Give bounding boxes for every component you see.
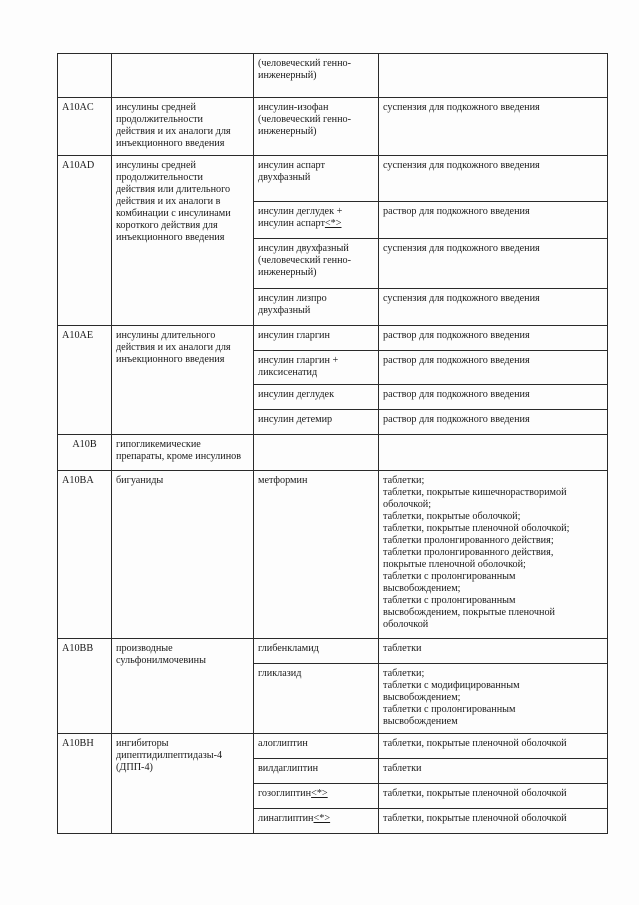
drug-name-cell — [254, 156, 379, 202]
text-line — [383, 355, 604, 367]
text-line — [258, 763, 375, 775]
line-text: линаглиптин — [258, 813, 314, 824]
text-line — [258, 293, 375, 305]
text-line — [116, 208, 250, 220]
line-text: таблетки; — [383, 668, 425, 679]
drug-name-cell — [254, 734, 379, 759]
line-text: высвобождением; — [383, 583, 461, 594]
table-body — [58, 54, 608, 834]
text-line — [258, 643, 375, 655]
dosage-form-cell — [379, 759, 608, 784]
table-row — [58, 435, 608, 471]
line-text: сульфонилмочевины — [116, 655, 206, 666]
line-text: высвобождением; — [383, 692, 461, 703]
dosage-form-cell — [379, 351, 608, 385]
line-text: раствор для подкожного введения — [383, 414, 530, 425]
text-line — [383, 788, 604, 800]
line-text: метформин — [258, 475, 308, 486]
text-line — [116, 762, 250, 774]
drug-name-cell — [254, 435, 379, 471]
atc-code-cell: A10BA — [58, 471, 112, 639]
line-text: таблетки, покрытые пленочной оболочкой — [383, 813, 567, 824]
line-text: двухфазный — [258, 172, 311, 183]
table-row — [58, 54, 608, 98]
line-text: инженерный) — [258, 126, 317, 137]
table-row — [58, 326, 608, 351]
text-line — [383, 523, 604, 535]
line-text: суспензия для подкожного введения — [383, 102, 540, 113]
line-text: инсулин деглудек — [258, 389, 335, 400]
dosage-form-cell — [379, 410, 608, 435]
text-line — [258, 389, 375, 401]
text-line — [116, 220, 250, 232]
line-text: таблетки; — [383, 475, 425, 486]
line-text: действия и их аналоги для — [116, 342, 231, 353]
line-text: производные — [116, 643, 173, 654]
text-line — [383, 738, 604, 750]
text-line — [258, 367, 375, 379]
text-line — [383, 559, 604, 571]
text-line — [383, 692, 604, 704]
line-text: суспензия для подкожного введения — [383, 160, 540, 171]
text-line — [258, 267, 375, 279]
drug-name-cell — [254, 410, 379, 435]
dosage-form-cell — [379, 326, 608, 351]
text-line — [258, 102, 375, 114]
text-line — [116, 126, 250, 138]
line-text: таблетки, покрытые кишечнорастворимой — [383, 487, 567, 498]
dosage-form-cell — [379, 239, 608, 289]
drug-name-cell — [254, 289, 379, 326]
line-text: таблетки с модифицированным — [383, 680, 520, 691]
text-line — [383, 160, 604, 172]
line-text: инъекционного введения — [116, 138, 225, 149]
line-text: таблетки с пролонгированным — [383, 595, 516, 606]
line-text: таблетки с пролонгированным — [383, 571, 516, 582]
table-row — [58, 98, 608, 156]
anatomical-group-cell — [112, 639, 254, 734]
footnote-link[interactable]: <*> — [311, 788, 328, 799]
line-text: суспензия для подкожного введения — [383, 293, 540, 304]
text-line — [116, 184, 250, 196]
line-text: таблетки с пролонгированным — [383, 704, 516, 715]
text-line — [383, 763, 604, 775]
text-line — [383, 571, 604, 583]
line-text: ликсисенатид — [258, 367, 318, 378]
footnote-link[interactable]: <*> — [313, 813, 331, 824]
line-text: (человеческий генно- — [258, 255, 352, 266]
text-line — [383, 511, 604, 523]
line-text: высвобождением, покрытые пленочной — [383, 607, 556, 618]
atc-code-cell — [58, 54, 112, 98]
line-text: инсулин аспарт — [258, 160, 325, 171]
line-text: инъекционного введения — [116, 232, 225, 243]
text-line — [116, 196, 250, 208]
line-text: инсулины средней — [116, 160, 196, 171]
dosage-form-cell — [379, 98, 608, 156]
line-text: инженерный) — [258, 70, 317, 81]
atc-code-cell: A10AD — [58, 156, 112, 326]
text-line — [116, 354, 250, 366]
line-text: (ДПП-4) — [116, 762, 153, 773]
line-text: инженерный) — [258, 267, 317, 278]
text-line — [383, 389, 604, 401]
text-line — [116, 342, 250, 354]
anatomical-group-cell — [112, 326, 254, 435]
line-text: инсулин двухфазный — [258, 243, 349, 254]
dosage-form-cell — [379, 156, 608, 202]
line-text: алоглиптин — [258, 738, 308, 749]
dosage-form-cell — [379, 54, 608, 98]
drug-name-cell — [254, 239, 379, 289]
anatomical-group-cell — [112, 435, 254, 471]
atc-code-cell: A10BH — [58, 734, 112, 834]
text-line — [258, 305, 375, 317]
text-line — [116, 330, 250, 342]
text-line — [383, 583, 604, 595]
line-text: вилдаглиптин — [258, 763, 319, 774]
line-text: дипептидилпептидазы-4 — [116, 750, 223, 761]
text-line — [383, 535, 604, 547]
text-line — [258, 243, 375, 255]
text-line — [116, 475, 250, 487]
dosage-form-cell — [379, 784, 608, 809]
line-text: инсулин деглудек + — [258, 206, 343, 217]
text-line — [383, 475, 604, 487]
dosage-form-cell — [379, 664, 608, 734]
line-text: таблетки пролонгированного действия; — [383, 535, 554, 546]
text-line — [116, 102, 250, 114]
dosage-form-cell — [379, 202, 608, 239]
drug-name-cell — [254, 385, 379, 410]
atc-code-cell: A10AC — [58, 98, 112, 156]
line-text: (человеческий генно- — [258, 58, 352, 69]
dosage-form-cell — [379, 385, 608, 410]
text-line — [116, 451, 250, 463]
line-text: ингибиторы — [116, 738, 169, 749]
drug-name-cell — [254, 664, 379, 734]
line-text: инсулин лизпро — [258, 293, 327, 304]
text-line — [258, 160, 375, 172]
drug-name-cell — [254, 784, 379, 809]
line-text: инсулин гларгин — [258, 330, 330, 341]
line-text: таблетки, покрытые пленочной оболочкой — [383, 788, 567, 799]
text-line — [258, 218, 375, 230]
text-line — [116, 138, 250, 150]
text-line — [258, 70, 375, 82]
text-line — [383, 716, 604, 728]
line-text: инсулин аспарт — [258, 218, 325, 229]
text-line — [383, 547, 604, 559]
text-line — [383, 206, 604, 218]
anatomical-group-cell — [112, 98, 254, 156]
line-text: таблетки, покрытые пленочной оболочкой; — [383, 523, 570, 534]
text-line — [383, 595, 604, 607]
text-line — [258, 788, 375, 800]
line-text: оболочкой — [383, 619, 429, 630]
line-text: таблетки, покрытые оболочкой; — [383, 511, 521, 522]
text-line — [383, 414, 604, 426]
text-line — [258, 206, 375, 218]
anatomical-group-cell — [112, 471, 254, 639]
line-text: гозоглиптин — [258, 788, 312, 799]
drug-list-table — [57, 53, 608, 834]
text-line — [383, 487, 604, 499]
text-line — [258, 126, 375, 138]
line-text: инсулин детемир — [258, 414, 333, 425]
line-text: гипогликемические — [116, 439, 201, 450]
text-line — [116, 232, 250, 244]
text-line — [258, 414, 375, 426]
text-line — [383, 680, 604, 692]
dosage-form-cell — [379, 809, 608, 834]
text-line — [383, 243, 604, 255]
line-text: действия и их аналоги в — [116, 196, 221, 207]
text-line — [116, 160, 250, 172]
line-text: раствор для подкожного введения — [383, 389, 530, 400]
drug-name-cell — [254, 759, 379, 784]
text-line — [258, 255, 375, 267]
line-text: покрытые пленочной оболочкой; — [383, 559, 526, 570]
text-line — [383, 643, 604, 655]
drug-name-cell — [254, 639, 379, 664]
drug-name-cell — [254, 54, 379, 98]
table-row — [58, 471, 608, 639]
text-line — [258, 172, 375, 184]
line-text: раствор для подкожного введения — [383, 206, 530, 217]
atc-code-cell: A10AE — [58, 326, 112, 435]
anatomical-group-cell — [112, 734, 254, 834]
line-text: инсулин-изофан — [258, 102, 329, 113]
text-line — [116, 643, 250, 655]
text-line — [116, 172, 250, 184]
text-line — [258, 58, 375, 70]
text-line — [116, 439, 250, 451]
line-text: комбинации с инсулинами — [116, 208, 231, 219]
line-text: действия и их аналоги для — [116, 126, 231, 137]
text-line — [116, 655, 250, 667]
dosage-form-cell — [379, 435, 608, 471]
line-text: препараты, кроме инсулинов — [116, 451, 242, 462]
text-line — [383, 668, 604, 680]
line-text: инъекционного введения — [116, 354, 225, 365]
line-text: инсулины средней — [116, 102, 196, 113]
text-line — [258, 114, 375, 126]
text-line — [258, 475, 375, 487]
text-line — [383, 293, 604, 305]
dosage-form-cell — [379, 471, 608, 639]
text-line — [383, 102, 604, 114]
text-line — [383, 704, 604, 716]
anatomical-group-cell — [112, 156, 254, 326]
line-text: глибенкламид — [258, 643, 319, 654]
drug-name-cell — [254, 326, 379, 351]
atc-code-cell: A10BB — [58, 639, 112, 734]
table-row — [58, 639, 608, 664]
line-text: суспензия для подкожного введения — [383, 243, 540, 254]
line-text: гликлазид — [258, 668, 302, 679]
text-line — [383, 607, 604, 619]
text-line — [116, 114, 250, 126]
dosage-form-cell — [379, 639, 608, 664]
drug-name-cell — [254, 351, 379, 385]
line-text: таблетки пролонгированного действия, — [383, 547, 554, 558]
atc-code-cell: A10B — [58, 435, 112, 471]
line-text: таблетки, покрытые пленочной оболочкой — [383, 738, 567, 749]
line-text: инсулины длительного — [116, 330, 216, 341]
line-text: бигуаниды — [116, 475, 164, 486]
text-line — [383, 813, 604, 825]
footnote-link[interactable]: <*> — [324, 218, 342, 229]
table-row — [58, 734, 608, 759]
line-text: двухфазный — [258, 305, 311, 316]
line-text: оболочкой; — [383, 499, 432, 510]
text-line — [116, 750, 250, 762]
line-text: раствор для подкожного введения — [383, 330, 530, 341]
text-line — [383, 330, 604, 342]
text-line — [258, 668, 375, 680]
line-text: короткого действия для — [116, 220, 218, 231]
text-line — [116, 738, 250, 750]
line-text: (человеческий генно- — [258, 114, 352, 125]
line-text: продолжительности — [116, 114, 203, 125]
text-line — [258, 738, 375, 750]
anatomical-group-cell — [112, 54, 254, 98]
line-text: инсулин гларгин + — [258, 355, 339, 366]
dosage-form-cell — [379, 289, 608, 326]
text-line — [258, 813, 375, 825]
line-text: действия или длительного — [116, 184, 231, 195]
text-line — [383, 499, 604, 511]
line-text: таблетки — [383, 643, 422, 654]
line-text: таблетки — [383, 763, 422, 774]
drug-name-cell — [254, 471, 379, 639]
text-line — [258, 330, 375, 342]
line-text: раствор для подкожного введения — [383, 355, 530, 366]
text-line — [258, 355, 375, 367]
dosage-form-cell — [379, 734, 608, 759]
line-text: высвобождением — [383, 716, 458, 727]
line-text: продолжительности — [116, 172, 203, 183]
table-row — [58, 156, 608, 202]
text-line — [383, 619, 604, 631]
drug-name-cell — [254, 202, 379, 239]
drug-name-cell — [254, 98, 379, 156]
drug-name-cell — [254, 809, 379, 834]
